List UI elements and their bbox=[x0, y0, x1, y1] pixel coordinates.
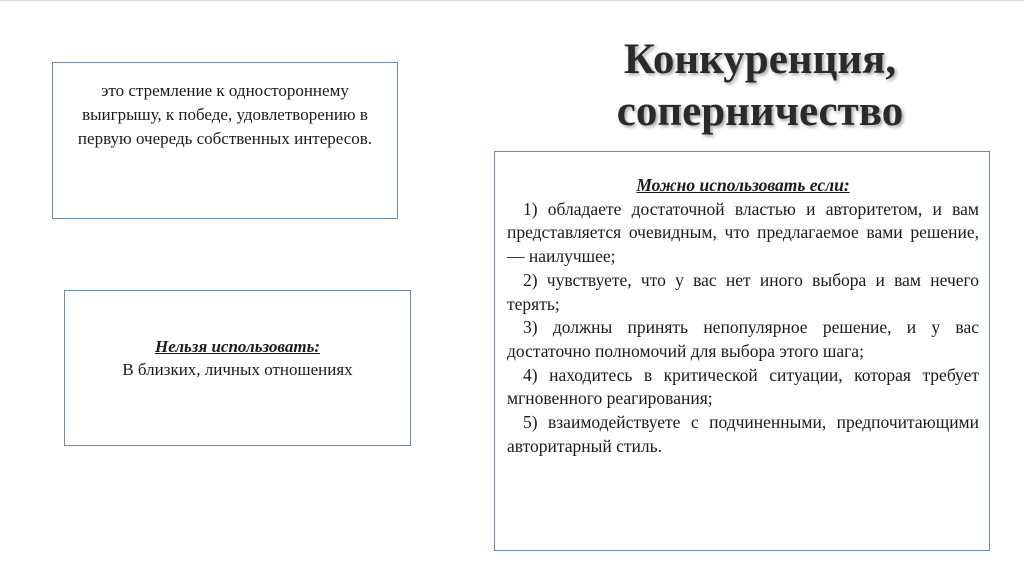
slide-title-line-1: Конкуренция, bbox=[623, 36, 897, 83]
definition-box bbox=[52, 62, 398, 219]
can-use-box bbox=[494, 151, 990, 551]
can-use-item: 3) должны принять непопулярное решение, и у вас достаточно полномочий для выбора этого шага; bbox=[507, 317, 979, 361]
slide-title bbox=[560, 34, 960, 138]
cannot-use-heading: Нельзя использовать: bbox=[154, 337, 321, 356]
can-use-heading: Можно использовать если: bbox=[636, 175, 850, 195]
can-use-item: 4) находитесь в критической ситуации, которая требует мгновенного реагирования; bbox=[507, 364, 979, 409]
cannot-use-text: В близких, личных отношениях bbox=[122, 360, 353, 379]
cannot-use-box bbox=[64, 290, 411, 446]
can-use-item: 2) чувствуете, что у вас нет иного выбора и вам нечего терять; bbox=[507, 269, 979, 314]
definition-text: это стремление к одностороннему выигрышу, к победе, удовлетворению в первую очередь собственных интересов. bbox=[77, 81, 373, 148]
can-use-item: 5) взаимодействуете с подчиненными, предпочитающими авторитарный стиль. bbox=[507, 412, 979, 456]
slide-title-line-2: соперничество bbox=[616, 88, 904, 135]
can-use-item: 1) обладаете достаточной властью и авторитетом, и вам представляется очевидным, что предлагаемое вами решение, — наилучшее; bbox=[507, 198, 979, 267]
top-divider bbox=[0, 0, 1024, 1]
